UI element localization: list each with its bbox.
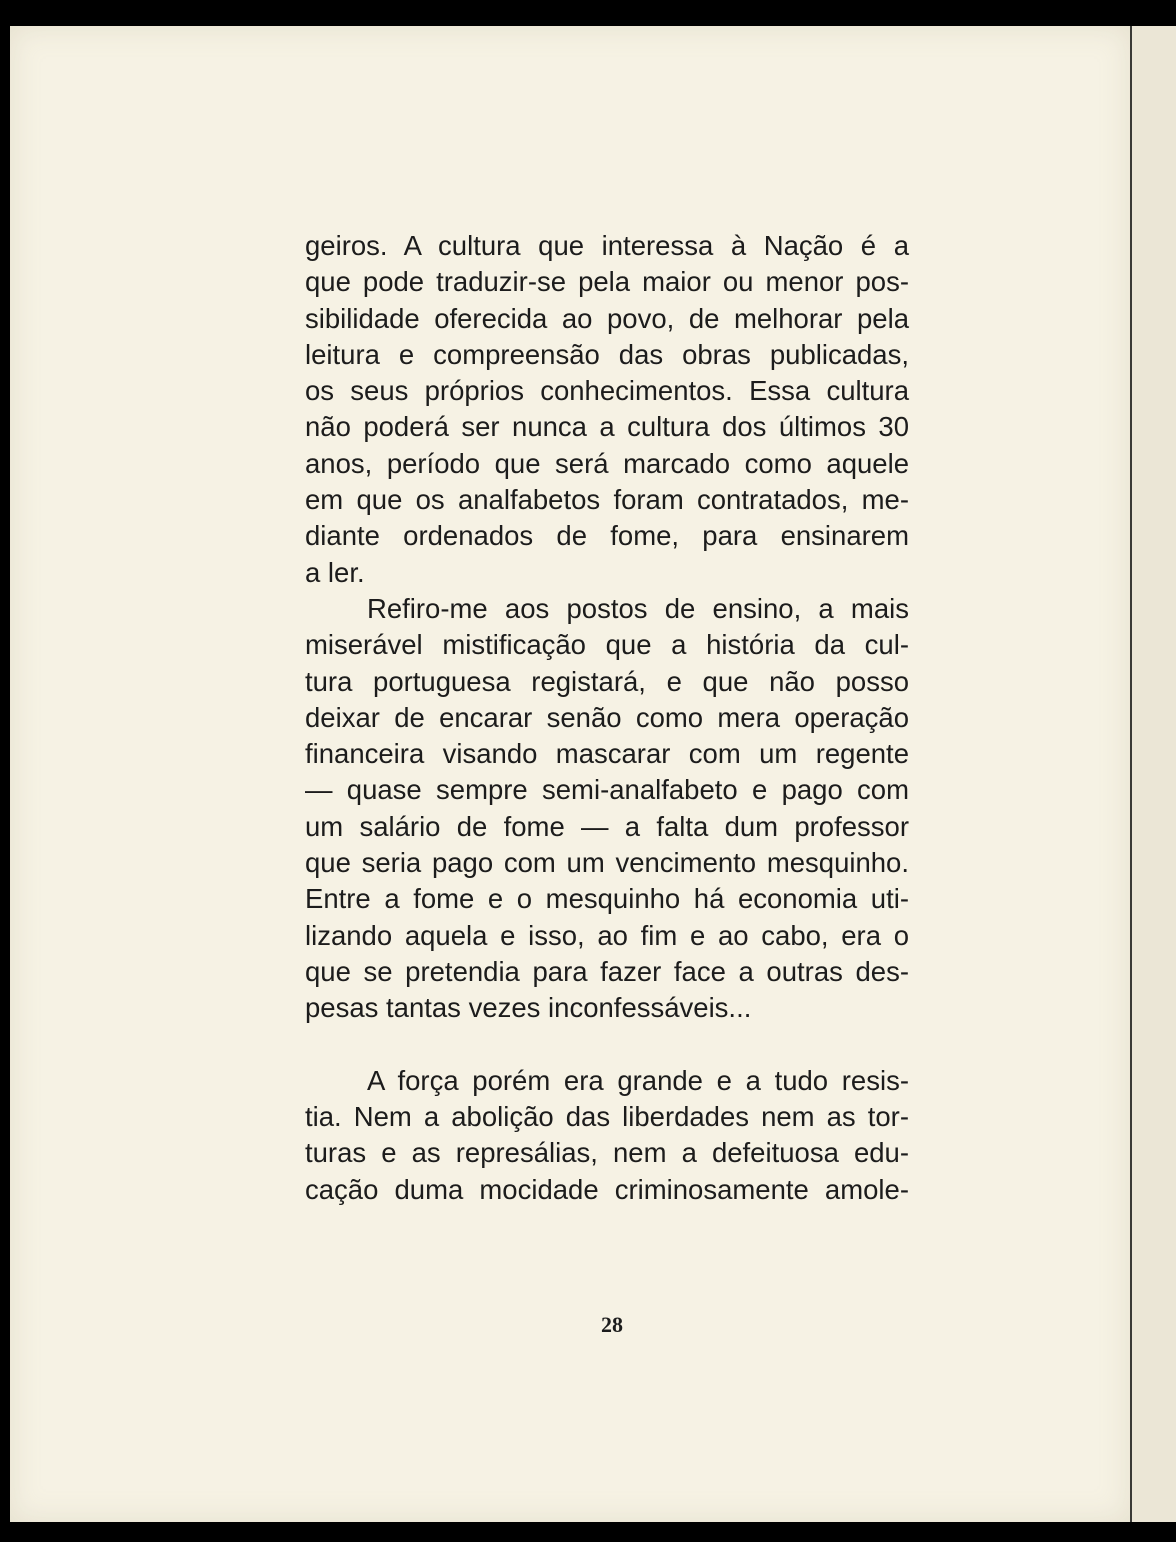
text-line: em que os analfabetos foram contratados, me- <box>305 484 909 516</box>
text-line: — quase sempre semi-analfabeto e pago com <box>305 774 909 806</box>
text-line: turas e as represálias, nem a defeituosa edu- <box>305 1137 909 1169</box>
text-line: um salário de fome — a falta dum professor <box>305 810 909 842</box>
text-line: diante ordenados de fome, para ensinarem <box>305 520 909 552</box>
text-line: tura portuguesa registará, e que não posso <box>305 665 909 697</box>
text-line: Entre a fome e o mesquinho há economia uti- <box>305 883 909 915</box>
facing-page-edge <box>1130 26 1176 1522</box>
paragraph-2 <box>305 591 909 1027</box>
text-line: miserável mistificação que a história da cul- <box>305 629 909 661</box>
text-line: não poderá ser nunca a cultura dos últimos 30 <box>305 411 909 443</box>
text-line: deixar de encarar senão como mera operação <box>305 701 909 733</box>
text-line: que seria pago com um vencimento mesquinho. <box>305 847 909 879</box>
text-line: que pode traduzir-se pela maior ou menor pos- <box>305 266 909 298</box>
text-line: pesas tantas vezes inconfessáveis... <box>305 992 752 1024</box>
text-line: a ler. <box>305 556 365 588</box>
text-line: geiros. A cultura que interessa à Nação é a <box>305 230 909 261</box>
text-line: anos, período que será marcado como aquele <box>305 447 909 479</box>
paragraph-spacer <box>305 1027 909 1063</box>
text-line: que se pretendia para fazer face a outras des- <box>305 955 909 987</box>
text-line: os seus próprios conhecimentos. Essa cultura <box>305 375 909 407</box>
text-line: cação duma mocidade criminosamente amole- <box>305 1173 909 1205</box>
paragraph-1 <box>305 228 909 591</box>
paragraph-3 <box>305 1063 909 1208</box>
text-line: financeira visando mascarar com um regente <box>305 738 909 770</box>
text-line: lizando aquela e isso, ao fim e ao cabo, era o <box>305 919 909 951</box>
text-line: leitura e compreensão das obras publicadas, <box>305 338 909 370</box>
text-line: Refiro-me aos postos de ensino, a mais <box>367 592 909 624</box>
body-text <box>305 228 909 1208</box>
page-number: 28 <box>601 1312 623 1337</box>
text-line: tia. Nem a abolição das liberdades nem as tor- <box>305 1101 909 1133</box>
text-line: sibilidade oferecida ao povo, de melhorar pela <box>305 302 909 334</box>
text-line: A força porém era grande e a tudo resis- <box>367 1064 909 1096</box>
